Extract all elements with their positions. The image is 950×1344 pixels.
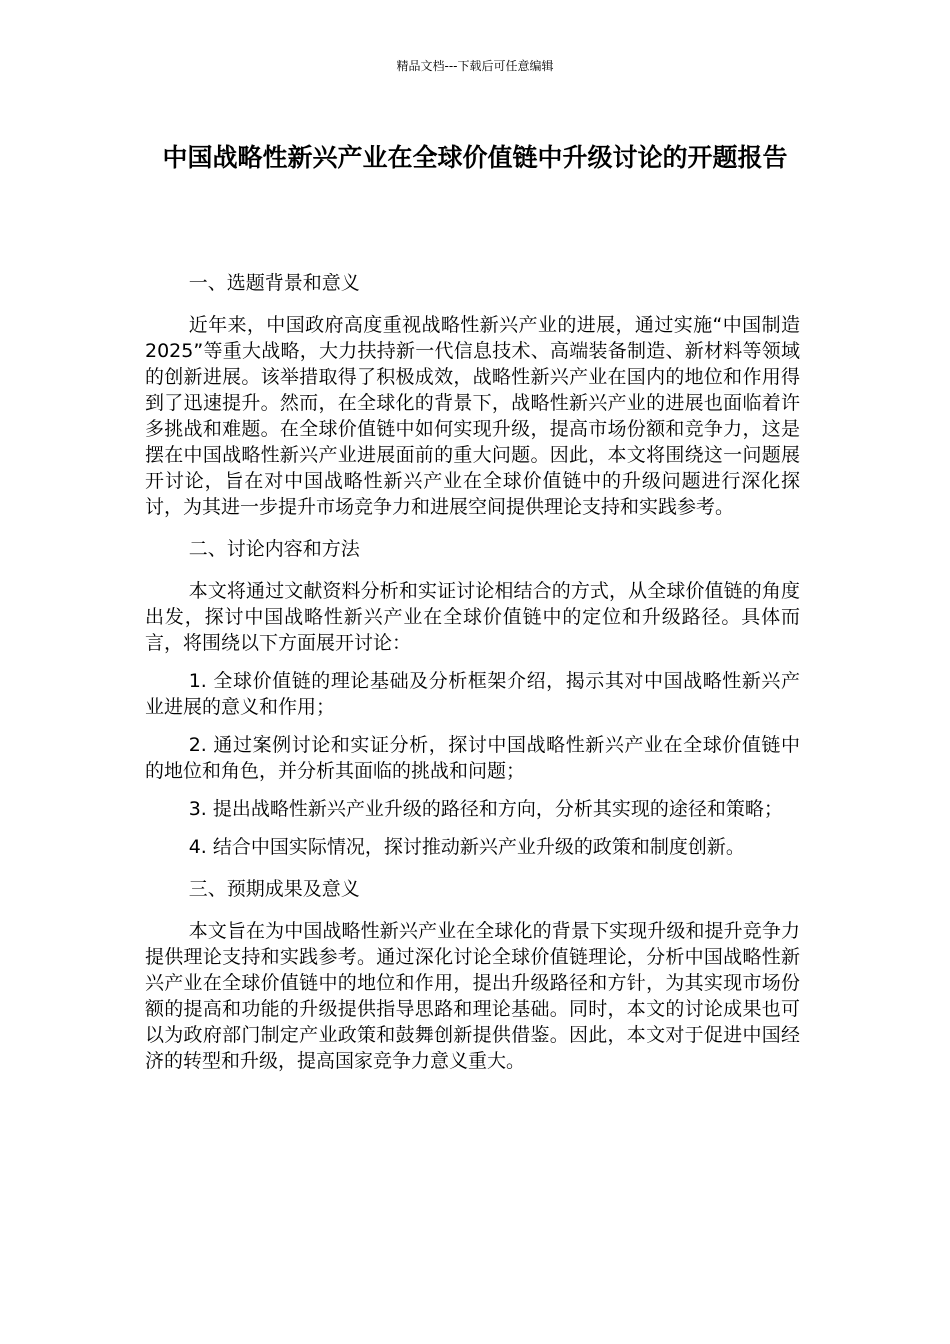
paragraph-background: 近年来，中国政府高度重视战略性新兴产业的进展，通过实施“中国制造2025”等重大战略，大力扶持新一代信息技术、高端装备制造、新材料等领域的创新进展。该举措取得了积极成效，战略性新兴产业在国内的地位和作用得到了迅速提升。然而，在全球化的背景下，战略性新兴产业的进展也面临着许多挑战和难题。在全球价值链中如何实现升级，提高市场份额和竞争力，这是摆在中国战略性新兴产业进展面前的重大问题。因此，本文将围绕这一问题展开讨论，旨在对中国战略性新兴产业在全球价值链中的升级问题进行深化探讨，为其进一步提升市场竞争力和进展空间提供理论支持和实践参考。 — [145, 314, 800, 518]
list-item-4: 4. 结合中国实际情况，探讨推动新兴产业升级的政策和制度创新。 — [188, 836, 745, 858]
section-heading-expected-results: 三、预期成果及意义 — [188, 878, 360, 900]
section-heading-content-method: 二、讨论内容和方法 — [188, 538, 360, 560]
header-note: 精品文档---下载后可任意编辑 — [396, 59, 554, 73]
paragraph-method-intro: 本文将通过文献资料分析和实证讨论相结合的方式，从全球价值链的角度出发，探讨中国战略性新兴产业在全球价值链中的定位和升级路径。具体而言，将围绕以下方面展开讨论： — [145, 580, 800, 654]
list-item-3: 3. 提出战略性新兴产业升级的路径和方向，分析其实现的途径和策略； — [188, 798, 783, 820]
section-heading-background: 一、选题背景和意义 — [188, 272, 360, 294]
list-item-2: 2. 通过案例讨论和实证分析，探讨中国战略性新兴产业在全球价值链中的地位和角色，并分析其面临的挑战和问题； — [145, 734, 800, 782]
paragraph-expected-results: 本文旨在为中国战略性新兴产业在全球化的背景下实现升级和提升竞争力提供理论支持和实践参考。通过深化讨论全球价值链理论，分析中国战略性新兴产业在全球价值链中的地位和作用，提出升级路径和方针，为其实现市场份额的提高和功能的升级提供指导思路和理论基础。同时，本文的讨论成果也可以为政府部门制定产业政策和鼓舞创新提供借鉴。因此，本文对于促进中国经济的转型和升级，提高国家竞争力意义重大。 — [145, 920, 800, 1072]
document-title: 中国战略性新兴产业在全球价值链中升级讨论的开题报告 — [162, 143, 788, 172]
list-item-1: 1. 全球价值链的理论基础及分析框架介绍，揭示其对中国战略性新兴产业进展的意义和作用； — [145, 670, 800, 718]
document-body — [145, 266, 800, 1086]
